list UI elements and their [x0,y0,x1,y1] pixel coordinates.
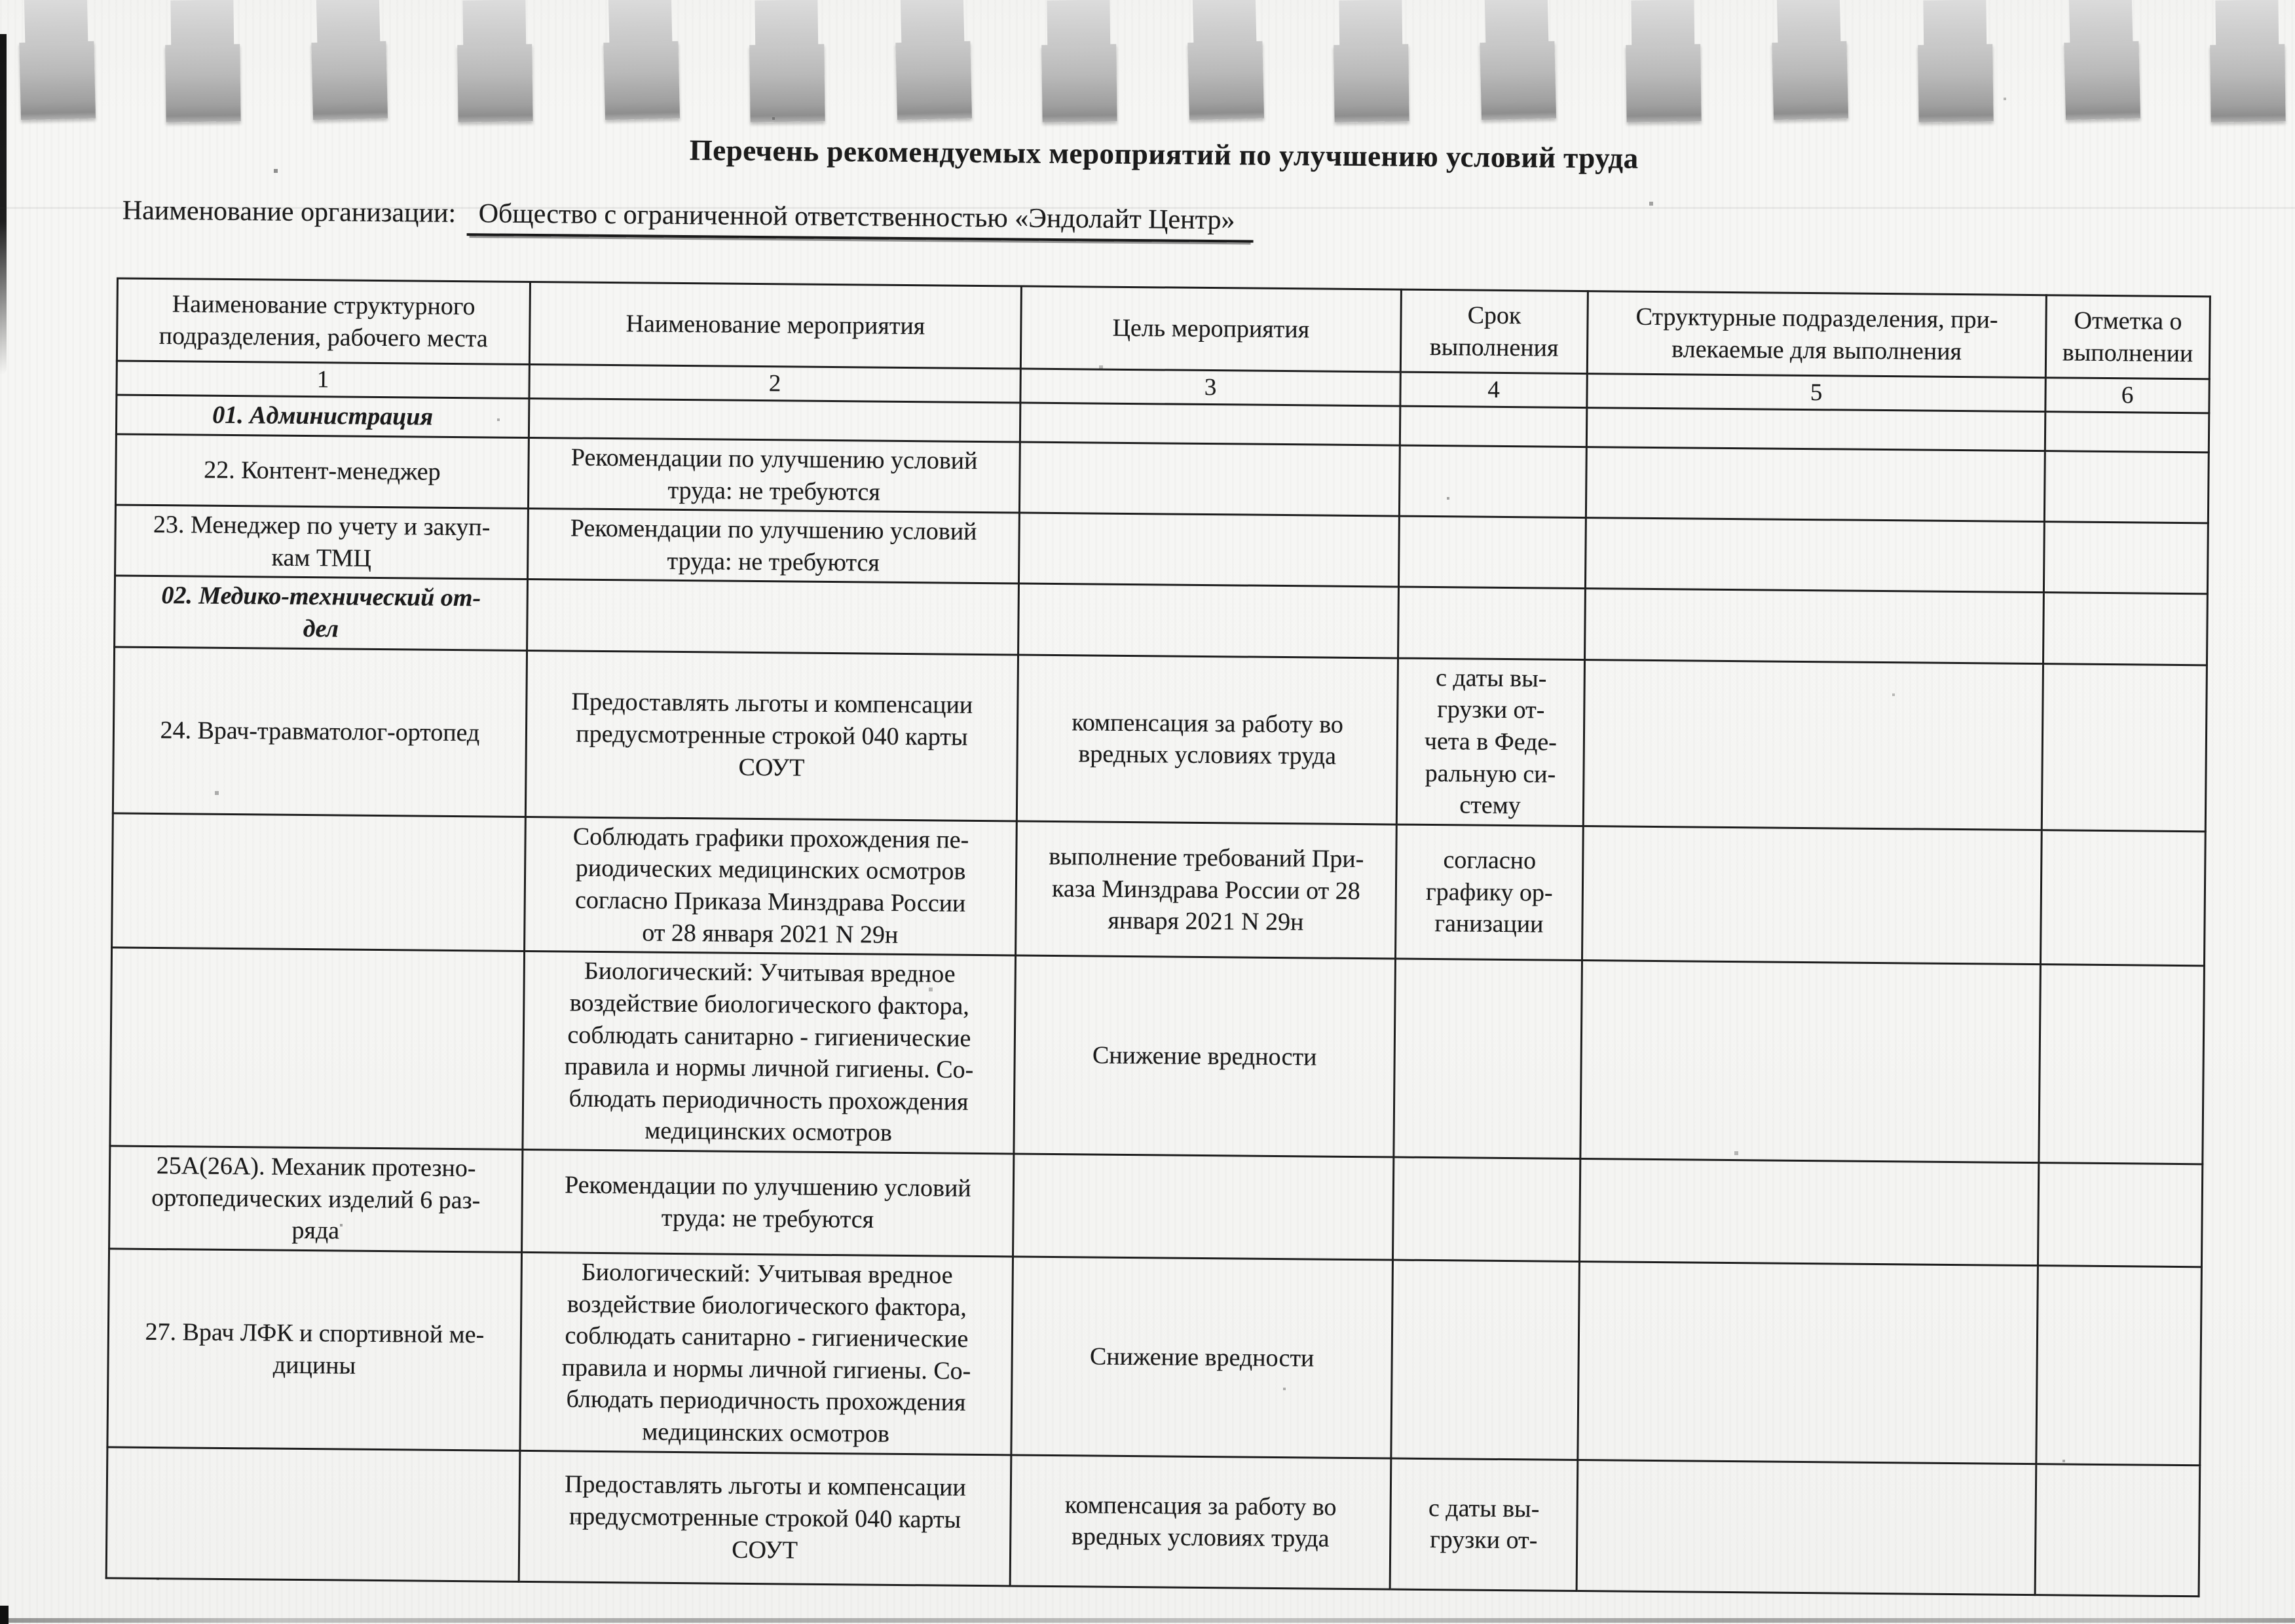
organization-label: Наименование организации: [122,195,457,229]
table-cell [1586,447,2045,522]
header-department: Наименование структурного подразделения, рабочего места [117,278,530,364]
table-cell: 24. Врач-травматолог-ортопед [113,647,527,817]
table-cell [1579,1159,2038,1266]
measures-table [105,277,2211,1597]
binding-clip [1923,0,1987,69]
table-cell: Биологический: Учитывая вредное воздействие биологического фактора, соблюдать санитарно - гигиенические правила и нормы личной гигиены. Со- блюдать периодичность прохождения медицинских осмотров [520,1252,1013,1454]
table-cell [1580,961,2041,1163]
binding-clip [316,0,381,66]
table-cell [1018,513,1399,587]
header-measure: Наименование мероприятия [529,282,1021,369]
header-completion-mark: Отметка о выполнении [2045,295,2210,379]
table-row [107,1249,2202,1466]
table-cell [1392,1157,1580,1261]
table-cell [2043,522,2208,594]
table-cell [1398,587,1586,660]
table-cell [2043,593,2207,665]
scan-dust-specks [0,0,1,1]
table-cell: Рекомендации по улучшению условий труда: не требуются [522,1150,1014,1257]
table-cell: 01. Администрация [116,395,529,437]
scan-left-edge-shadow [0,34,7,375]
table-row [110,948,2205,1164]
table-cell: Снижение вредности [1011,1257,1393,1458]
table-cell [1391,1260,1580,1460]
table-cell [1398,516,1586,589]
header-purpose: Цель мероприятия [1020,286,1401,372]
spiral-binding [0,0,2295,151]
organization-line [122,195,2215,251]
table-cell [2038,1163,2202,1267]
column-number: 6 [2045,378,2209,414]
table-cell [1586,408,2045,451]
binding-clip [1339,0,1402,69]
page-title: Перечень рекомендуемых мероприятий по улучшению условий труда [689,134,1639,175]
table-cell [2045,412,2209,452]
column-number: 1 [117,361,529,399]
table-cell: с даты вы- грузки от- чета в Феде- ральную си- стему [1396,658,1584,826]
column-number: 4 [1400,372,1587,408]
table-cell: Снижение вредности [1014,955,1396,1157]
organization-name: Общество с ограниченной ответственностью «Эндолайт Центр» [466,198,1253,242]
table-cell [1394,959,1582,1158]
binding-clip [1485,0,1549,66]
table-cell [2042,663,2207,831]
table-cell [110,948,525,1149]
header-deadline: Срок выполнения [1400,289,1588,373]
table-cell [106,1447,520,1581]
binding-clip [755,0,818,69]
binding-clip [608,0,673,66]
table-cell: согласно графику ор- ганизации [1396,824,1584,961]
table-cell: Биологический: Учитывая вредное воздействие биологического фактора, соблюдать санитарно - гигиенические правила и нормы личной гигиены. Со- блюдать периодичность прохождения медицинских осмотров [523,951,1016,1154]
table-cell [1019,442,1400,516]
binding-clip [1047,0,1110,69]
table-cell: компенсация за работу во вредных условиях труда [1017,655,1398,824]
table-cell [1583,659,2043,830]
table-cell [1020,403,1400,445]
table-cell [2040,830,2205,967]
table-row [112,813,2206,966]
table-cell: 23. Менеджер по учету и закуп- кам ТМЦ [115,505,529,580]
binding-clip [462,0,526,69]
binding-clip [2069,0,2133,66]
binding-clip [1631,0,1694,69]
table-row [109,1146,2203,1267]
table-cell: Рекомендации по улучшению условий труда: не требуются [528,509,1020,584]
table-cell [527,580,1019,655]
table-cell [529,399,1020,442]
document-content [105,128,2211,1564]
binding-clip [2215,0,2279,69]
table-cell [1400,406,1587,447]
table-cell: 25А(26А). Механик протезно- ортопедических изделий 6 раз- ряда [109,1146,523,1252]
scan-corner-mark [0,1606,9,1624]
table-cell [2036,1266,2202,1466]
table-cell [1585,518,2044,593]
column-number: 5 [1587,374,2045,412]
table-cell [112,813,526,951]
column-number: 2 [529,364,1020,403]
table-cell: Соблюдать графики прохождения пе- риодических медицинских осмотров согласно Приказа Минздрава России от 28 января 2021 N 29н [525,817,1017,955]
table-row [106,1447,2200,1596]
table-cell: Рекомендации по улучшению условий труда: не требуются [528,437,1020,513]
table-cell: Предоставлять льготы и компенсации предусмотренные строкой 040 карты СОУТ [519,1450,1011,1586]
table-cell [1578,1261,2038,1464]
binding-clip [1777,0,1841,66]
table-cell: Предоставлять льготы и компенсации предусмотренные строкой 040 карты СОУТ [525,650,1018,821]
table-cell [1582,826,2042,965]
table-cell: 22. Контент-менеджер [115,434,529,509]
table-cell: с даты вы- грузки от- [1390,1458,1578,1591]
column-number: 3 [1020,369,1400,406]
table-cell: выполнение требований При- каза Минздрава России от 28 января 2021 N 29н [1016,821,1397,959]
table-cell [2044,451,2209,523]
table-cell [1577,1460,2036,1595]
table-cell: 02. Медико-технический от- дел [115,576,528,650]
table-cell [1018,583,1399,657]
table-row [113,647,2207,832]
header-involved-units: Структурные подразделения, при- влекаемые для выполнения [1587,291,2046,378]
table-cell: 27. Врач ЛФК и спортивной ме- дицины [107,1249,522,1450]
table-cell: компенсация за работу во вредных условиях труда [1010,1455,1391,1589]
page-bottom-edge-shadow [0,1618,2295,1623]
table-cell [1585,589,2044,663]
table-cell [2035,1464,2200,1596]
table-cell [2039,965,2205,1164]
binding-clip [24,0,88,66]
binding-clip [901,0,965,66]
binding-clip [1193,0,1257,66]
binding-clip [170,0,234,69]
table-cell [1399,445,1586,518]
table-cell [1013,1154,1394,1260]
